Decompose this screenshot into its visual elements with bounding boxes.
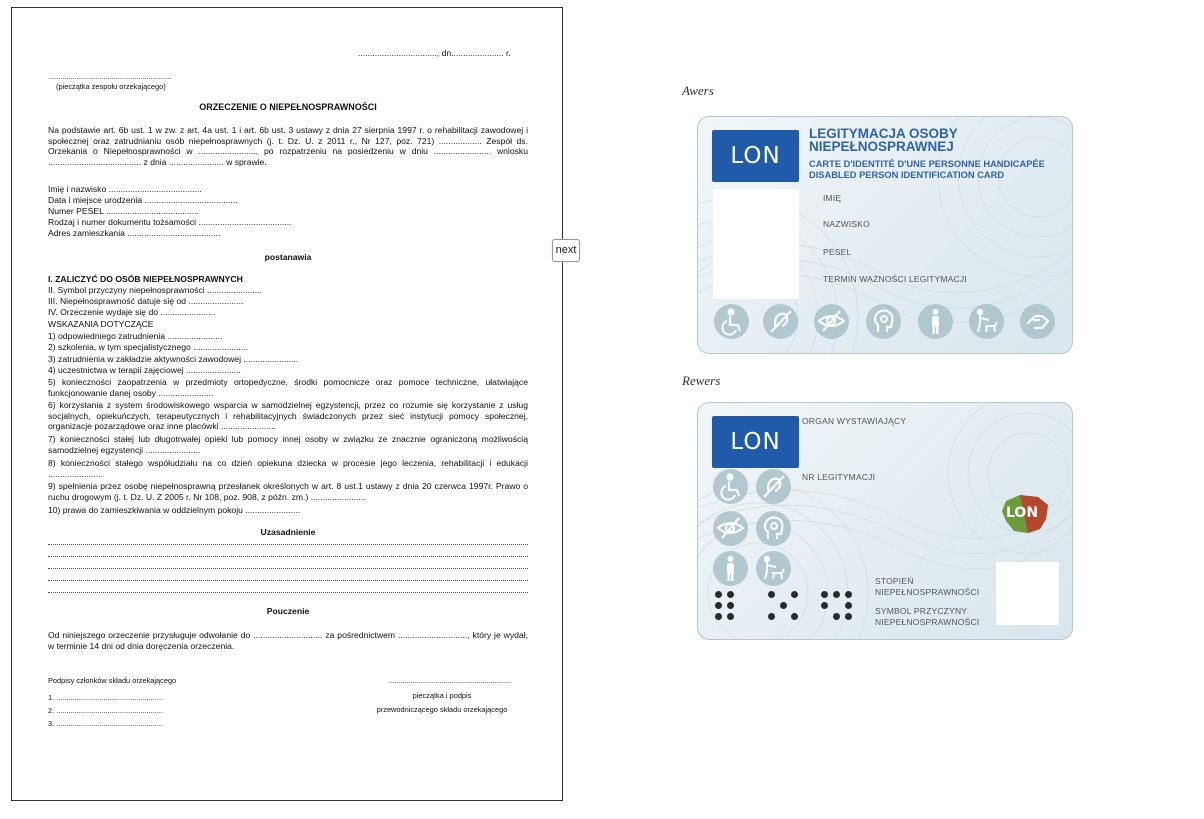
stamp-label: (pieczątka zespołu orzekającego)	[56, 82, 166, 91]
signature-line-1: 1. ....................................................	[48, 693, 163, 702]
indication-2: 2) szkolenia, w tym specjalistycznego .......................	[48, 342, 249, 352]
document-title: ORZECZENIE O NIEPEŁNOSPRAWNOŚCI	[199, 102, 377, 112]
blind-icon	[814, 304, 849, 339]
card-title	[809, 127, 958, 153]
signature-line-2: 2. ....................................................	[48, 706, 163, 715]
sign-language-icon	[1020, 304, 1055, 339]
front-caption: Awers	[682, 83, 714, 98]
postanawia-heading: postanawia	[264, 252, 312, 262]
issuer-label: ORGAN WYSTAWIAJĄCY	[802, 416, 907, 426]
chair-label-2: przewodniczącego składu orzekającego	[376, 705, 508, 714]
pouczenie-text: Od niniejszego orzeczenie przysługuje odwołanie do ............................. za pośrednictwem ............................., który je wydał, w terminie 14 dni od dnia doręczenia orzeczenia.	[48, 630, 528, 651]
wheelchair-icon	[713, 469, 748, 504]
degree-label-line-2: NIEPEŁNOSPRAWNOŚCI	[875, 587, 980, 597]
card-title-line-2: NIEPEŁNOSPRAWNEJ	[809, 139, 954, 154]
decision-document	[11, 7, 563, 801]
indication-9: 9) spełnienia przez osobę niepełnosprawną przesłanek określonych w art. 8 ust.1 ustawy z dnia 20 czerwca 1997r. Prawo o ruchu drogowym (j. t. Dz. U. Z 2005 r. Nr 108, poz. 908, z późn. zm.) .......................	[48, 481, 528, 502]
degree-label	[875, 576, 979, 598]
uzasadnienie-heading: Uzasadnienie	[260, 527, 316, 537]
deaf-icon	[763, 304, 798, 339]
degree-label-line-1: STOPIEŃ	[875, 576, 914, 586]
dotted-line	[48, 544, 528, 545]
guide-dog-icon	[969, 304, 1004, 339]
decision-3: III. Niepełnosprawność datuje się od .......................	[48, 296, 244, 306]
dotted-line	[48, 592, 528, 593]
lon-logo: LON	[712, 416, 799, 468]
photo-area	[713, 189, 799, 299]
indication-3: 3) zatrudnienia w zakładzie aktywności zawodowej .......................	[48, 354, 299, 364]
dotted-line	[48, 580, 528, 581]
field-pesel: Numer PESEL .......................................	[48, 206, 200, 216]
guide-dog-icon	[756, 551, 791, 586]
indication-7: 7) konieczności stałej lub długotrwałej opieki lub pomocy innej osoby w związku ze znacznie ograniczoną możliwością samodzielnej egzystencji .......................	[48, 434, 528, 455]
field-birth: Data i miejsce urodzenia .......................................	[48, 195, 238, 205]
card-subtitle-en: DISABLED PERSON IDENTIFICATION CARD	[809, 170, 1005, 180]
decision-4: IV. Orzeczenie wydaje się do .......................	[48, 307, 216, 317]
indication-6: 6) korzystania z system środowiskowego wsparcia w samodzielnej egzystencji, przez co rozumie się korzystanie z usług socjalnych, opiekuńczych, terapeutycznych i rehabilitacyjnych świadczonych przez sieć instytucji pomocy społecznej, organizacje pozarządowe oraz inne placówki .......................	[48, 400, 528, 432]
field-nazwisko: NAZWISKO	[823, 219, 870, 229]
id-card-back	[697, 402, 1073, 640]
field-name: Imię i nazwisko .......................................	[48, 184, 202, 194]
card-title-line-1: LEGITYMACJA OSOBY	[809, 126, 958, 141]
chair-label-1: pieczątka i podpis	[412, 691, 472, 700]
decision-1: I. ZALICZYĆ DO OSÓB NIEPEŁNOSPRAWNYCH	[48, 274, 243, 284]
indication-1: 1) odpowiedniego zatrudnienia .......................	[48, 331, 223, 341]
back-caption: Rewers	[682, 373, 721, 388]
mental-icon	[866, 304, 901, 339]
field-imie: IMIĘ	[823, 193, 842, 203]
stamp-dots: ............................................................	[48, 72, 172, 81]
map-logo-text: LON	[1006, 505, 1039, 521]
symbol-label-line-2: NIEPEŁNOSPRAWNOŚCI	[875, 617, 980, 627]
wheelchair-icon	[714, 304, 749, 339]
indication-5: 5) konieczności zaopatrzenia w przedmioty ortopedyczne, środki pomocnicze oraz pomoce techniczne, ułatwiające funkcjonowanie danej osoby .......................	[48, 377, 528, 398]
blind-icon	[713, 511, 748, 546]
card-subtitle	[809, 159, 1045, 181]
mental-icon	[756, 511, 791, 546]
pouczenie-heading: Pouczenie	[266, 606, 310, 616]
poland-map-logo	[1000, 491, 1052, 535]
field-address: Adres zamieszkania .......................................	[48, 228, 221, 238]
person-icon	[713, 551, 748, 586]
indication-4: 4) uczestnictwa w terapii zajęciowej .......................	[48, 365, 241, 375]
indications-heading: WSKAZANIA DOTYCZĄCE	[48, 319, 154, 329]
chair-dots: ............................................................	[388, 676, 512, 685]
field-pesel: PESEL	[823, 247, 852, 257]
dotted-line	[48, 568, 528, 569]
dotted-line	[48, 556, 528, 557]
intro-paragraph: Na podstawie art. 6b ust. 1 w zw. z art. 4a ust. 1 i art. 6b ust. 3 ustawy z dnia 27 sierpnia 1997 r. o rehabilitacji zawodowej i społecznej oraz zatrudnianiu osób niepełnosprawnych (j. t. Dz. U. z 2011 r., Nr 127, poz. 721) .................. Zespół ds. Orzekania o Niepełnosprawności w ........................, po rozpatrzeniu na posiedzeniu w dniu ........................ wniosku ....................................... z dnia ....................... w sprawie.	[48, 125, 528, 167]
field-expiry: TERMIN WAŻNOŚCI LEGITYMACJI	[823, 274, 967, 284]
signature-line-3: 3. ....................................................	[48, 719, 163, 728]
indication-8: 8) konieczności stałego współudziału na co dzień opiekuna dziecka w procesie jego leczenia, rehabilitacji i edukacji .......................	[48, 458, 528, 479]
signatures-label: Podpisy członków składu orzekającego	[48, 676, 177, 685]
card-number-label: NR LEGITYMACJI	[802, 472, 876, 482]
symbol-label-line-1: SYMBOL PRZYCZYNY	[875, 606, 968, 616]
person-icon	[918, 304, 953, 339]
next-button[interactable]: next	[552, 239, 580, 262]
field-id-doc: Rodzaj i numer dokumentu tożsamości .......................................	[48, 217, 292, 227]
signature-photo-area	[996, 562, 1059, 625]
symbol-label	[875, 606, 979, 628]
deaf-icon	[756, 469, 791, 504]
indication-10: 10) prawa do zamieszkiwania w oddzielnym pokoju .......................	[48, 505, 301, 515]
date-line: ................................., dn...................... r.	[358, 48, 511, 58]
card-subtitle-fr: CARTE D'IDENTITÉ D'UNE PERSONNE HANDICAPÉE	[809, 159, 1045, 169]
decision-2: II. Symbol przyczyny niepełnosprawności .......................	[48, 285, 262, 295]
lon-logo: LON	[712, 130, 799, 182]
id-card-front	[697, 116, 1073, 354]
